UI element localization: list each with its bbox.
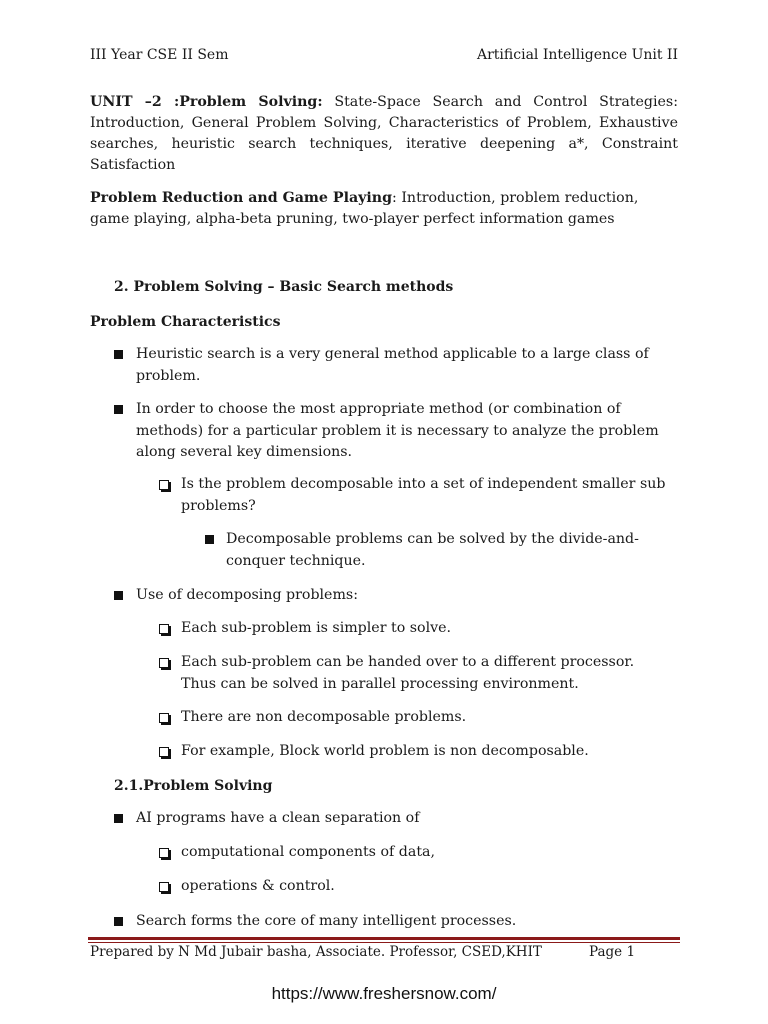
list-item — [181, 474, 665, 517]
list-item: Each sub-problem is simpler to solve. — [181, 620, 452, 636]
list-item: operations & control. — [181, 878, 335, 894]
unit-label: UNIT –2 :Problem Solving: — [90, 94, 323, 110]
list-item-line: methods) for a particular problem it is necessary to analyze the problem — [136, 422, 659, 439]
section-2-heading: 2. Problem Solving – Basic Search methods — [114, 279, 454, 295]
list-item: There are non decomposable problems. — [181, 709, 467, 725]
checkbox-bullet-icon — [159, 658, 169, 668]
checkbox-bullet-icon — [159, 747, 169, 757]
header-course: III Year CSE II Sem — [90, 47, 229, 63]
list-item: computational components of data, — [181, 844, 435, 860]
checkbox-bullet-icon — [159, 624, 169, 634]
list-item-line: Thus can be solved in parallel processing environment. — [181, 675, 579, 692]
list-item-line: In order to choose the most appropriate method (or combination of — [136, 401, 621, 417]
square-bullet-icon — [114, 814, 123, 823]
checkbox-bullet-icon — [159, 848, 169, 858]
list-item-line: problems? — [181, 497, 256, 514]
list-item — [136, 344, 649, 387]
footer-rule-thick — [88, 937, 680, 940]
list-item: Search forms the core of many intelligent processes. — [136, 913, 517, 929]
list-item: AI programs have a clean separation of — [136, 810, 420, 826]
unit-text: State-Space Search and Control Strategies: Introduction, General Problem Solving, Characteristics of Problem, Exhaustive searches, heuristic search techniques, iterative deepening a*, Constraint Satisfaction — [90, 94, 678, 173]
reduction-description — [90, 188, 678, 230]
list-item-line: Each sub-problem can be handed over to a different processor. — [181, 654, 635, 670]
list-item-line: conquer technique. — [226, 552, 366, 569]
square-bullet-icon — [205, 535, 214, 544]
list-item — [136, 399, 659, 464]
list-item-line: Heuristic search is a very general method applicable to a large class of — [136, 346, 649, 362]
checkbox-bullet-icon — [159, 480, 169, 490]
reduction-label: Problem Reduction and Game Playing — [90, 190, 393, 206]
list-item-line: Is the problem decomposable into a set of independent smaller sub — [181, 476, 666, 492]
list-item-line: problem. — [136, 367, 201, 384]
list-item: Use of decomposing problems: — [136, 587, 358, 603]
page-number: Page 1 — [589, 944, 636, 960]
list-item — [226, 529, 639, 572]
list-item-line: along several key dimensions. — [136, 444, 353, 460]
square-bullet-icon — [114, 405, 123, 414]
square-bullet-icon — [114, 591, 123, 600]
square-bullet-icon — [114, 917, 123, 926]
square-bullet-icon — [114, 350, 123, 359]
problem-characteristics-heading: Problem Characteristics — [90, 314, 281, 330]
list-item-line: Decomposable problems can be solved by the divide-and- — [226, 531, 639, 547]
footer-author: Prepared by N Md Jubair basha, Associate. Professor, CSED,KHIT — [90, 944, 542, 960]
reduction-text: : Introduction, problem reduction, game playing, alpha-beta pruning, two-player perfect information games — [90, 190, 639, 227]
watermark-url: https://www.freshersnow.com/ — [271, 984, 497, 1003]
section-2-1-heading: 2.1.Problem Solving — [114, 778, 273, 794]
footer-rule-thin — [88, 942, 680, 943]
list-item — [181, 652, 634, 695]
unit-description — [90, 92, 678, 176]
list-item: For example, Block world problem is non decomposable. — [181, 743, 589, 759]
checkbox-bullet-icon — [159, 882, 169, 892]
checkbox-bullet-icon — [159, 713, 169, 723]
header-subject: Artificial Intelligence Unit II — [477, 47, 678, 63]
